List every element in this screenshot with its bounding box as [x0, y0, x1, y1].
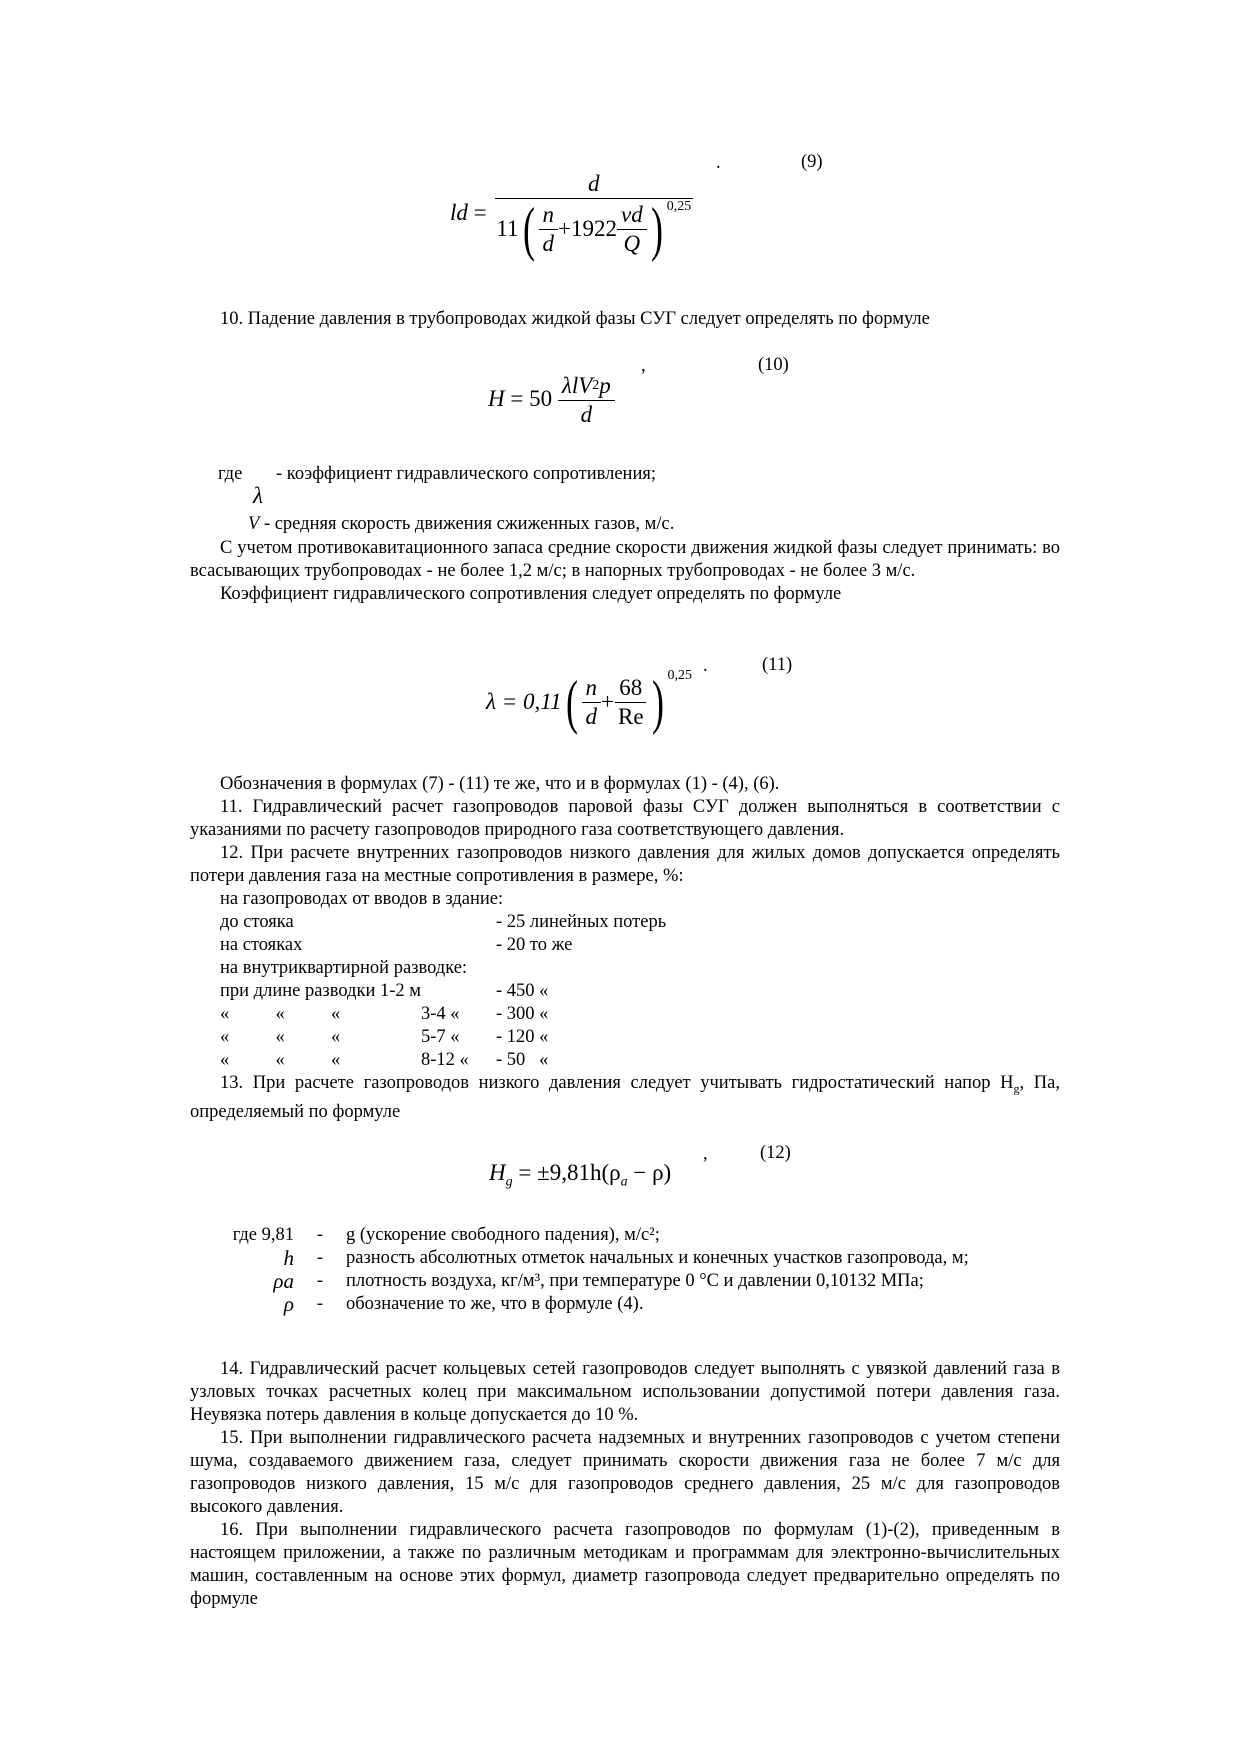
- table-row: [220, 980, 796, 1003]
- paragraph-notation: Обозначения в формулах (7) - (11) те же, что и в формулах (1) - (4), (6).: [220, 774, 780, 794]
- paragraph-speed: С учетом противокавитационного запаса средние скорости движения жидкой фазы следует принимать: во всасывающих трубопроводах - не более 1,2 м/с; в напорных трубопроводах - не более 3 м/с.: [190, 538, 1060, 581]
- definition-text: плотность воздуха, кг/м³, при температуре 0 °С и давлении 0,10132 МПа;: [346, 1271, 924, 1291]
- punct: .: [703, 656, 708, 676]
- exponent: 2: [592, 378, 600, 393]
- definition-row: [224, 1293, 1060, 1316]
- plus-term: +1922: [558, 216, 617, 241]
- equation-number: (11): [762, 655, 793, 675]
- formula-lhs: ld: [450, 199, 468, 225]
- definition-dash: -: [316, 1225, 324, 1245]
- definition-row: [224, 1270, 1060, 1293]
- numerator: d: [495, 170, 693, 199]
- definition-symbol: где 9,81: [232, 1225, 294, 1245]
- definition-symbol: ρ: [283, 1292, 294, 1316]
- table-cell: - 300 «: [495, 1004, 549, 1024]
- formula-lhs: H: [489, 1160, 506, 1185]
- paragraph-13-tail: , Па, определяемый по формуле: [190, 1073, 1060, 1122]
- table-row: [220, 1003, 796, 1026]
- definition-symbol: ρa: [273, 1269, 294, 1293]
- paragraph-13: 13. При расчете газопроводов низкого давления следует учитывать гидростатический напор H: [220, 1073, 1014, 1093]
- denominator: 11 ( $\frac{n}{d}$ +1922 $\frac{vd}{Q}$ ) 0,25: [492, 199, 695, 259]
- equation-number: (10): [758, 355, 789, 375]
- table-cell: на газопроводах от вводов в здание:: [220, 889, 504, 909]
- table-row: [220, 957, 796, 980]
- subscript-a: a: [620, 1174, 628, 1190]
- subscript: g: [505, 1174, 513, 1190]
- n: n: [539, 201, 559, 230]
- numerator: λlV: [561, 373, 593, 398]
- lambda-definition: - коэффициент гидравлического сопротивления;: [276, 464, 656, 484]
- subscript: g: [1013, 1081, 1020, 1096]
- definition-text: g (ускорение свободного падения), м/с²;: [346, 1225, 660, 1245]
- equation-number: (12): [760, 1143, 791, 1163]
- d: d: [542, 230, 555, 256]
- table-cell: 5-7 «: [420, 1027, 460, 1047]
- paragraph-10: 10. Падение давления в трубопроводах жидкой фазы СУГ следует определять по формуле: [220, 309, 930, 329]
- paragraph-16: 16. При выполнении гидравлического расчета газопроводов по формулам (1)-(2), приведенным в настоящем приложении, а также по различным методикам и программам для электронно-вычислительных машин, составленным на основе этих формул, диаметр газопровода следует предварительно определять по формуле: [190, 1520, 1060, 1609]
- definition-dash: -: [316, 1248, 324, 1268]
- table-cell: 8-12 «: [420, 1050, 469, 1070]
- definitions-table: [224, 1224, 1060, 1316]
- definition-dash: -: [316, 1271, 324, 1291]
- numerator: 68: [615, 674, 646, 703]
- paragraph-12: 12. При расчете внутренних газопроводов низкого давления для жилых домов допускается определять потери давления газа на местные сопротивления в размере, %:: [190, 843, 1060, 886]
- plus: +: [601, 689, 614, 714]
- table-cell: 3-4 «: [420, 1004, 460, 1024]
- table-cell: - 50 «: [495, 1050, 549, 1070]
- table-row: [220, 911, 796, 934]
- formula-rhs: = ±9,81h(ρ: [518, 1160, 621, 1185]
- table-cell: « « «: [220, 1050, 341, 1070]
- formula-lhs: H: [488, 385, 505, 411]
- formula-fraction: [492, 170, 695, 262]
- table-cell: на внутриквартирной разводке:: [220, 958, 468, 978]
- Re: Re: [618, 703, 644, 729]
- where-label: где: [218, 464, 243, 484]
- punct: ,: [641, 356, 646, 376]
- punct: ,: [703, 1144, 708, 1164]
- n: n: [582, 674, 602, 703]
- exponent: 0,25: [666, 199, 692, 214]
- table-cell: [421, 911, 496, 934]
- table-cell: на стояках: [220, 935, 303, 955]
- formula-9: [450, 170, 695, 262]
- p: p: [599, 373, 611, 398]
- table-cell: [421, 934, 496, 957]
- d: d: [585, 703, 598, 729]
- formula-12: [489, 1160, 671, 1191]
- formula-lhs: λ = 0,11: [486, 689, 562, 714]
- equation-number: (9): [801, 152, 823, 172]
- formula-tail: − ρ): [627, 1160, 672, 1185]
- Q: Q: [623, 230, 641, 256]
- exponent: 0,25: [667, 668, 693, 683]
- table-row: [220, 934, 796, 957]
- table-cell: - 20 то же: [495, 935, 573, 955]
- formula-11: λ = 0,11 ( $\frac{n}{d}$ + $\frac{68}{Re}$ ) 0,25: [486, 668, 693, 735]
- paragraph-15: 15. При выполнении гидравлического расчета надземных и внутренних газопроводов с учетом степени шума, создаваемого движением газа, следует принимать скорости движения газа не более 7 м/с для газопроводов низкого давления, 15 м/с для газопроводов среднего давления, 25 м/с для газопроводов высокого давления.: [190, 1428, 1060, 1517]
- table-cell: - 450 «: [495, 981, 549, 1001]
- table-cell: - 25 линейных потерь: [495, 912, 667, 932]
- formula-eq: = 50: [510, 385, 553, 411]
- table-row: [220, 1049, 796, 1072]
- table-row: [220, 888, 796, 911]
- table-cell: « « «: [220, 1027, 341, 1047]
- table-cell: при длине разводки 1-2 м: [220, 981, 421, 1001]
- definition-row: [224, 1224, 1060, 1247]
- definition-text: разность абсолютных отметок начальных и конечных участков газопровода, м;: [346, 1248, 969, 1268]
- definition-row: [224, 1247, 1060, 1270]
- vd: vd: [617, 201, 647, 230]
- v-definition: [248, 514, 674, 535]
- definition-text: обозначение то же, что в формуле (4).: [346, 1294, 644, 1314]
- coef: 11: [496, 216, 519, 241]
- table-row: [220, 1026, 796, 1049]
- table-cell: « « «: [220, 1004, 341, 1024]
- paragraph-14: 14. Гидравлический расчет кольцевых сетей газопроводов следует выполнять с увязкой давлений газа в узловых точках расчетных колец при максимальном использовании допустимой потери давления газа. Неувязка потерь давления в кольце допускается до 10 %.: [190, 1359, 1060, 1425]
- lambda-symbol: λ: [253, 483, 263, 508]
- paragraph-11: 11. Гидравлический расчет газопроводов паровой фазы СУГ должен выполняться в соответствии с указаниями по расчету газопроводов природного газа соответствующего давления.: [190, 797, 1060, 840]
- table-cell: до стояка: [220, 912, 294, 932]
- paragraph-coef: Коэффициент гидравлического сопротивления следует определять по формуле: [220, 584, 842, 604]
- punct: .: [716, 153, 721, 173]
- local-losses-table: [220, 888, 796, 1072]
- formula-10: [488, 372, 615, 429]
- formula-eq: =: [473, 199, 487, 225]
- v-text: - средняя скорость движения сжиженных газов, м/с.: [259, 514, 675, 534]
- definition-dash: -: [316, 1294, 324, 1314]
- denominator: d: [580, 402, 593, 427]
- table-cell: [421, 980, 496, 1003]
- v-symbol: V: [248, 514, 260, 534]
- table-cell: - 120 «: [495, 1027, 549, 1047]
- definition-symbol: h: [283, 1246, 294, 1270]
